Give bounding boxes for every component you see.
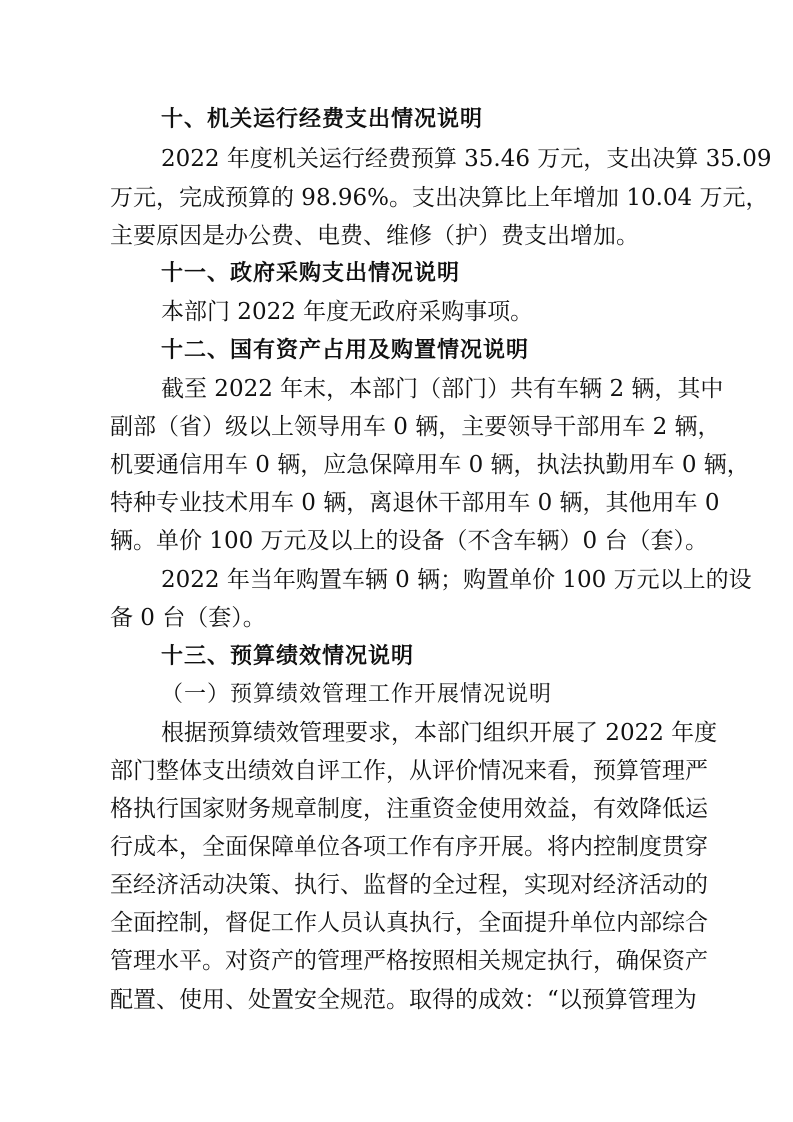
paragraph-line: 配置、使用、处置安全规范。取得的成效：“以预算管理为 [110,987,697,1013]
paragraph-line: 2022 年度机关运行经费预算 35.46 万元，支出决算 35.09 [161,146,772,172]
subsection-heading: （一）预算绩效管理工作开展情况说明 [161,682,553,707]
paragraph-line: 全面控制，督促工作人员认真执行，全面提升单位内部综合 [110,910,708,936]
paragraph-line: 机要通信用车 0 辆，应急保障用车 0 辆，执法执勤用车 0 辆， [110,452,750,478]
paragraph-line: 万元，完成预算的 98.96%。支出决算比上年增加 10.04 万元， [110,185,769,211]
section-heading-12: 十二、国有资产占用及购置情况说明 [161,338,530,363]
paragraph-line: 至经济活动决策、执行、监督的全过程，实现对经济活动的 [110,872,708,898]
paragraph-line: 根据预算绩效管理要求，本部门组织开展了 2022 年度 [161,720,718,746]
paragraph-line: 备 0 台（套）。 [110,605,266,631]
paragraph-line: 管理水平。对资产的管理严格按照相关规定执行，确保资产 [110,948,708,974]
paragraph-line: 副部（省）级以上领导用车 0 辆，主要领导干部用车 2 辆， [110,414,721,440]
paragraph-line: 辆。单价 100 万元及以上的设备（不含车辆）0 台（套）。 [110,528,708,554]
paragraph-line: 特种专业技术用车 0 辆，离退休干部用车 0 辆，其他用车 0 [110,490,720,516]
section-heading-10: 十、机关运行经费支出情况说明 [161,107,484,132]
paragraph-line: 本部门 2022 年度无政府采购事项。 [161,299,534,325]
paragraph-line: 2022 年当年购置车辆 0 辆；购置单价 100 万元以上的设 [161,567,752,593]
paragraph-line: 行成本，全面保障单位各项工作有序开展。将内控制度贯穿 [110,834,708,860]
section-heading-13: 十三、预算绩效情况说明 [161,644,415,669]
paragraph-line: 截至 2022 年末，本部门（部门）共有车辆 2 辆，其中 [161,376,724,402]
paragraph-line: 主要原因是办公费、电费、维修（护）费支出增加。 [110,223,639,249]
paragraph-line: 格执行国家财务规章制度，注重资金使用效益，有效降低运 [110,796,708,822]
paragraph-line: 部门整体支出绩效自评工作，从评价情况来看，预算管理严 [110,758,708,784]
section-heading-11: 十一、政府采购支出情况说明 [161,261,461,286]
